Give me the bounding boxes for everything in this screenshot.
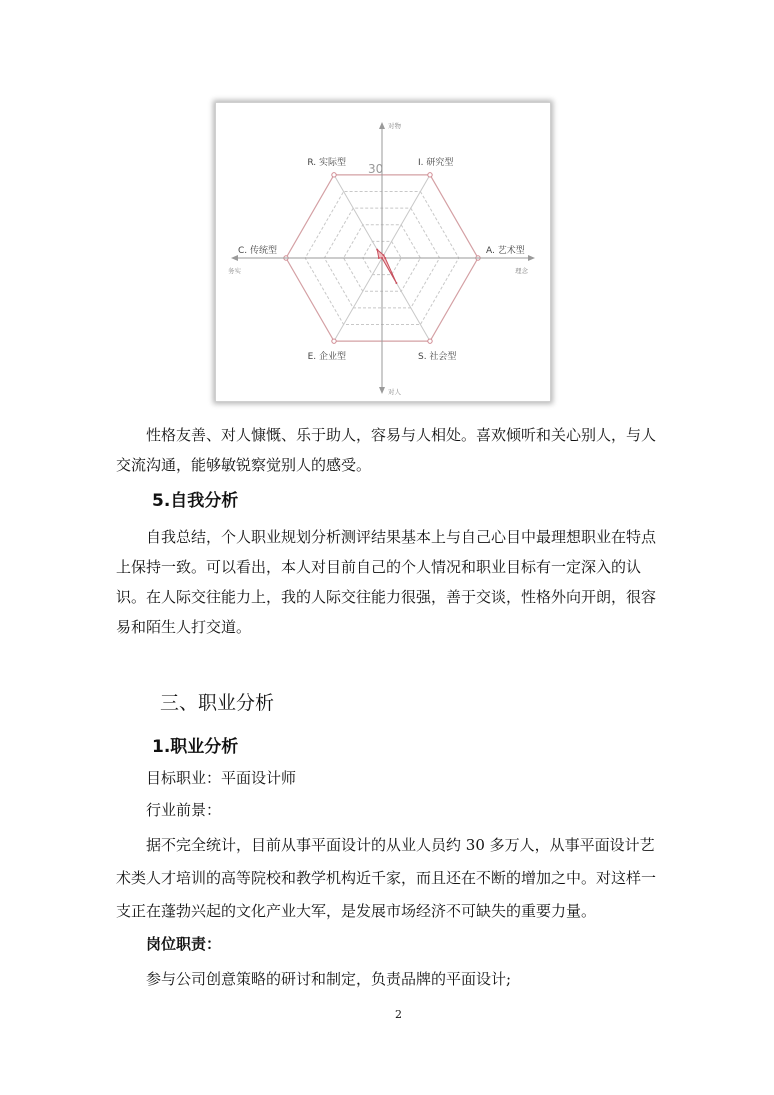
radar-vertex-3 — [428, 339, 432, 343]
radar-data-point-1 — [383, 254, 385, 256]
self-analysis-paragraph: 自我总结，个人职业规划分析测评结果基本上与自己心目中最理想职业在特点上保持一致。可以看出，本人对目前自己的个人情况和职业目标有一定深入的认识。在人际交往能力上，我的人际交往能力很强，善于交谈，性格外向开朗，很容易和陌生人打交道。 — [116, 528, 657, 636]
arrow-left-icon — [231, 255, 238, 261]
radar-vertex-6 — [332, 173, 336, 177]
job-duties-heading: 岗位职责： — [146, 935, 222, 953]
page-number: 2 — [395, 1008, 402, 1021]
radar-spoke-1 — [382, 175, 430, 258]
radar-data-point-5 — [378, 257, 380, 259]
radar-spoke-6 — [334, 175, 382, 258]
radar-data-area — [377, 250, 396, 283]
axis-label-left: 务实 — [228, 267, 241, 275]
scale-max-label: 30 — [368, 162, 384, 176]
radar-data-point-2 — [384, 257, 386, 259]
category-label-2: A. 艺术型 — [486, 246, 525, 256]
arrow-top-icon — [379, 122, 385, 129]
radar-data-point-6 — [376, 249, 378, 251]
category-label-6: R. 实际型 — [307, 158, 346, 168]
heading-self-analysis: 5.自我分析 — [152, 491, 239, 511]
axis-label-bottom: 对人 — [388, 388, 401, 396]
radar-chart — [216, 103, 550, 401]
category-label-4: E. 企业型 — [307, 352, 346, 362]
axis-label-right: 理念 — [515, 267, 528, 275]
axis-label-top: 对物 — [388, 122, 401, 130]
arrow-bottom-icon — [379, 387, 385, 394]
target-job: 目标职业：平面设计师 — [146, 769, 297, 787]
industry-prospect-label: 行业前景： — [146, 801, 222, 819]
personality-paragraph: 性格友善、对人慷慨、乐于助人，容易与人相处。喜欢倾听和关心别人，与人交流沟通，能够敏锐察觉别人的感受。 — [116, 426, 657, 474]
job-duty-item: 参与公司创意策略的研讨和制定，负责品牌的平面设计; — [146, 970, 512, 988]
arrow-right-icon — [528, 255, 535, 261]
heading-section-3: 三、职业分析 — [160, 692, 275, 714]
industry-paragraph: 据不完全统计，目前从事平面设计的从业人员约 30 多万人，从事平面设计艺术类人才培训的高等院校和教学机构近千家，而且还在不断的增加之中。对这样一支正在蓬勃兴起的文化产业大军，是发展市场经济不可缺失的重要力量。 — [116, 836, 657, 920]
radar-spoke-4 — [334, 258, 382, 341]
radar-vertex-1 — [428, 173, 432, 177]
heading-career-analysis: 1.职业分析 — [152, 737, 239, 757]
category-label-1: I. 研究型 — [418, 158, 454, 168]
category-label-3: S. 社会型 — [418, 352, 457, 362]
radar-chart-figure — [215, 102, 551, 402]
category-label-5: C. 传统型 — [237, 246, 277, 256]
radar-data-point-3 — [395, 282, 397, 284]
radar-data-point-4 — [381, 257, 383, 259]
radar-vertex-4 — [332, 339, 336, 343]
